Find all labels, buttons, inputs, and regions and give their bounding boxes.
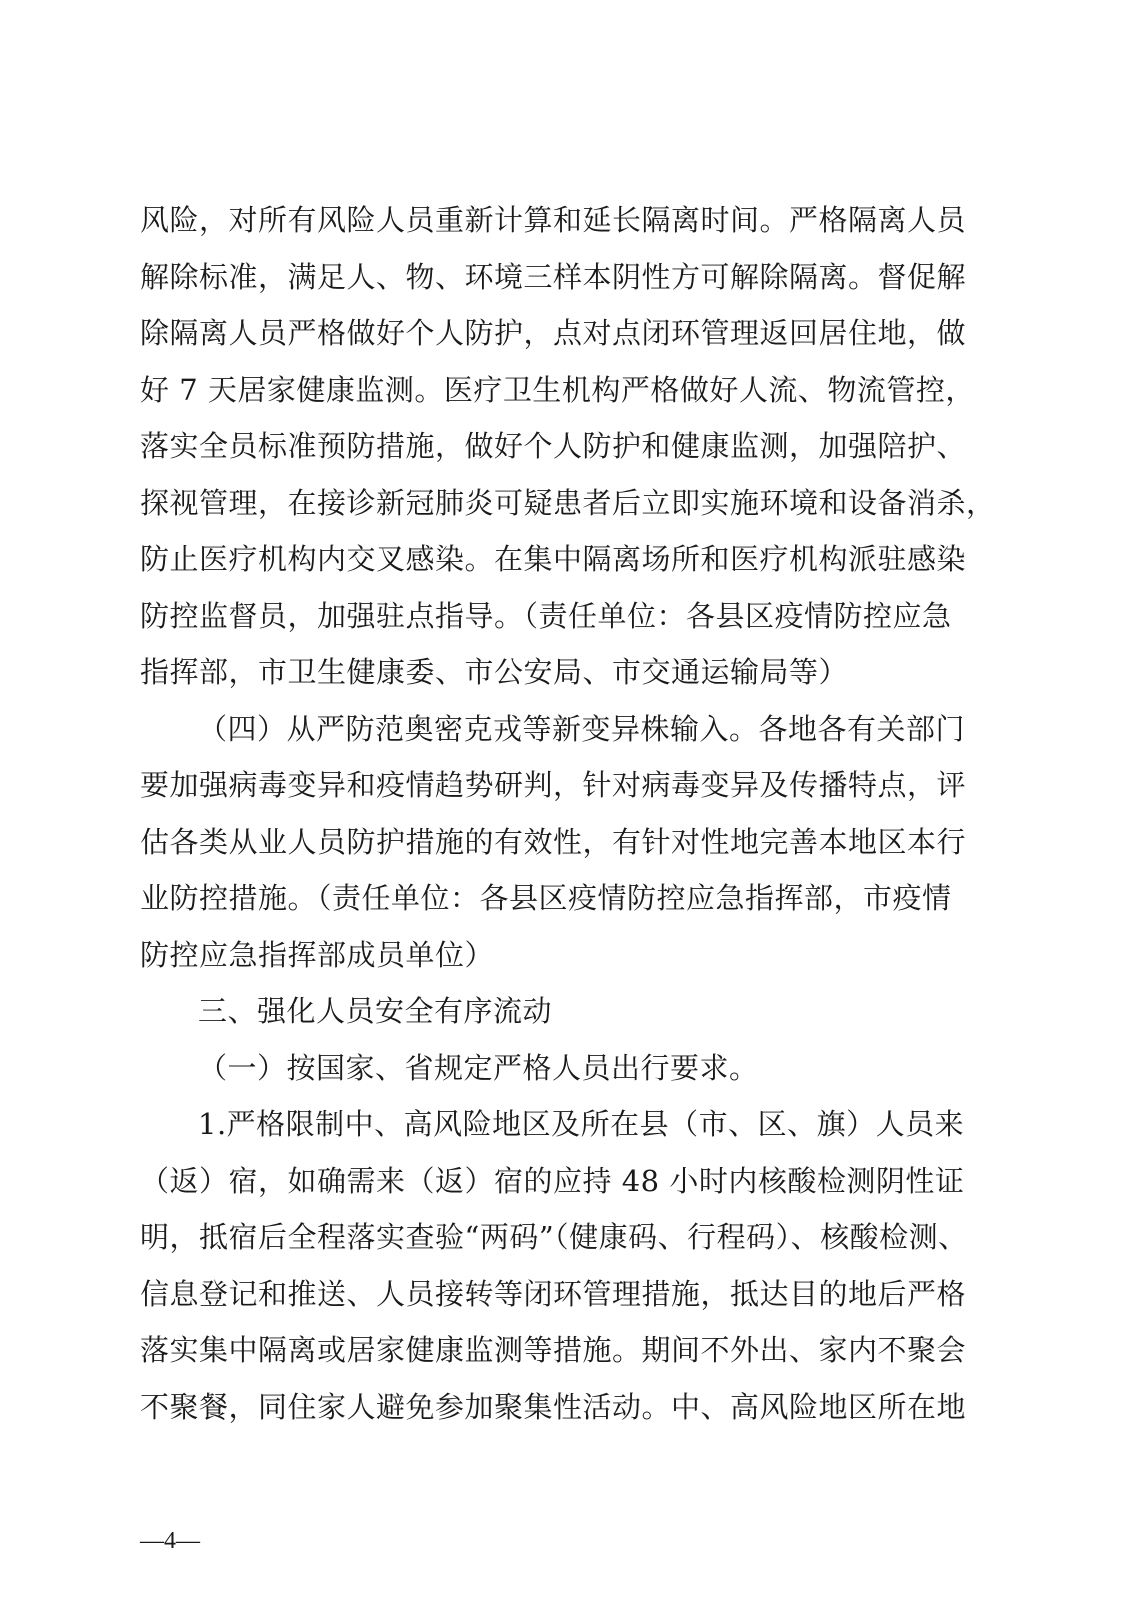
paragraph-line: 除隔离人员严格做好个人防护，点对点闭环管理返回居住地，做 [140, 316, 967, 350]
paragraph-line: 落实全员标准预防措施，做好个人防护和健康监测，加强陪护、 [140, 429, 967, 463]
list-item-1: 1.严格限制中、高风险地区及所在县（市、区、旗）人员来 [198, 1107, 965, 1141]
paragraph-line: 好 7 天居家健康监测。医疗卫生机构严格做好人流、物流管控， [140, 372, 975, 407]
paragraph-line: 解除标准，满足人、物、环境三样本阴性方可解除隔离。督促解 [140, 259, 967, 294]
paragraph-line: 落实集中隔离或居家健康监测等措施。期间不外出、家内不聚会 [140, 1333, 967, 1367]
section-heading-3: 三、强化人员安全有序流动 [198, 994, 553, 1028]
section-heading-4: （四）从严防范奥密克戎等新变异株输入。各地各有关部门 [198, 711, 966, 746]
paragraph-line: 业防控措施。（责任单位：各县区疫情防控应急指挥部，市疫情 [140, 881, 952, 915]
paragraph-line: 探视管理，在接诊新冠肺炎可疑患者后立即实施环境和设备消杀， [140, 485, 996, 520]
paragraph-line: 防控监督员，加强驻点指导。（责任单位：各县区疫情防控应急 [140, 598, 952, 633]
paragraph-line: 指挥部，市卫生健康委、市公安局、市交通运输局等） [140, 655, 849, 689]
paragraph-line: 不聚餐，同住家人避免参加聚集性活动。中、高风险地区所在地 [140, 1389, 967, 1424]
paragraph-line: 要加强病毒变异和疫情趋势研判，针对病毒变异及传播特点，评 [140, 768, 967, 802]
paragraph-line: （返）宿，如确需来（返）宿的应持 48 小时内核酸检测阴性证 [140, 1163, 965, 1198]
paragraph-line: 风险，对所有风险人员重新计算和延长隔离时间。严格隔离人员 [140, 203, 967, 237]
subsection-heading-1: （一）按国家、省规定严格人员出行要求。 [198, 1050, 759, 1085]
paragraph-line: 信息登记和推送、人员接转等闭环管理措施，抵达目的地后严格 [140, 1276, 967, 1311]
paragraph-line: 估各类从业人员防护措施的有效性，有针对性地完善本地区本行 [140, 824, 967, 859]
paragraph-line: 明，抵宿后全程落实查验“两码”（健康码、行程码）、核酸检测、 [140, 1220, 968, 1254]
document-body [140, 192, 996, 1435]
paragraph-line: 防止医疗机构内交叉感染。在集中隔离场所和医疗机构派驻感染 [140, 542, 967, 576]
page-number: —4— [140, 1528, 200, 1554]
paragraph-line: 防控应急指挥部成员单位） [140, 937, 495, 972]
